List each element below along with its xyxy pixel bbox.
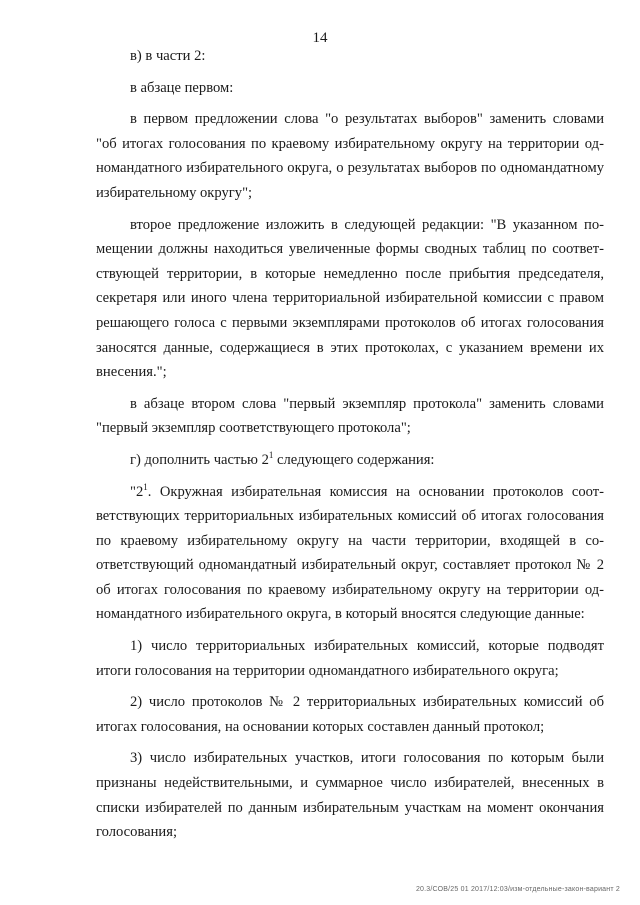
list-item-3: 3) число избирательных участков, итоги голосования по которым были признаны недействительными, и суммарное число избирателей, внесенных в списки избирателей по данным избирательным участкам на момент окончания голосования; (96, 750, 604, 841)
paragraph-add-part-text-before: г) дополнить частью 2 (130, 451, 269, 468)
superscript-one: 1 (143, 481, 148, 492)
part-2-1-body: . Окружная избирательная комиссия на основании протоколов соответствующих территориальных избирательных комиссий об итогах голосования по краевому избирательному округу на части территории, входящей в соответствующий одномандатный избирательный округ, составляет протокол № 2 об итогах голосования по краевому избирательному округу на территории одномандатного избирательного округа, в который вносятся следующие данные: (96, 483, 604, 623)
paragraph-part-2-1-text (96, 480, 604, 628)
part-number-before: "2 (130, 483, 144, 500)
footer-stamp: 20.3/СОВ/25 01 2017/12:03/изм-отдельные-закон-вариант 2 (415, 886, 620, 893)
paragraph-add-part-text-after: следующего содержания: (273, 451, 435, 468)
page-number: 14 (312, 30, 328, 46)
superscript-one: 1 (268, 450, 274, 461)
paragraph-add-part-2-1 (96, 448, 604, 473)
list-item-2: 2) число протоколов № 2 территориальных избирательных комиссий об итогах голосования, на основании которых составлен данный протокол; (96, 694, 604, 735)
paragraph-first-abzats: в абзаце первом: (130, 79, 234, 96)
paragraph-part-2-heading: в) в части 2: (130, 48, 206, 64)
paragraph-first-sentence-replace: в первом предложении слова "о результатах выборов" заменить словами "об итогах голосования по краевому избирательному округу на территории одномандатного избирательного округа, о результатах выборов по одномандатному избирательному округу"; (96, 111, 604, 201)
document-body (96, 44, 604, 852)
paragraph-second-abzats: в абзаце втором слова "первый экземпляр протокола" заменить словами "первый экземпляр соответствующего протокола"; (96, 395, 604, 437)
paragraph-second-sentence: второе предложение изложить в следующей редакции: "В указанном помещении должны находиться увеличенные формы сводных таблиц по соответствующей территории, в которые немедленно после прибытия председателя, секретаря или иного члена территориальной избирательной комиссии с правом решающего голоса с первыми экземплярами протоколов об итогах голосования заносятся данные, содержащиеся в этих протоколах, с указанием времени их внесения."; (96, 216, 604, 381)
list-item-1: 1) число территориальных избирательных комиссий, которые подводят итоги голосования на территории одномандатного избирательного округа; (96, 638, 604, 679)
